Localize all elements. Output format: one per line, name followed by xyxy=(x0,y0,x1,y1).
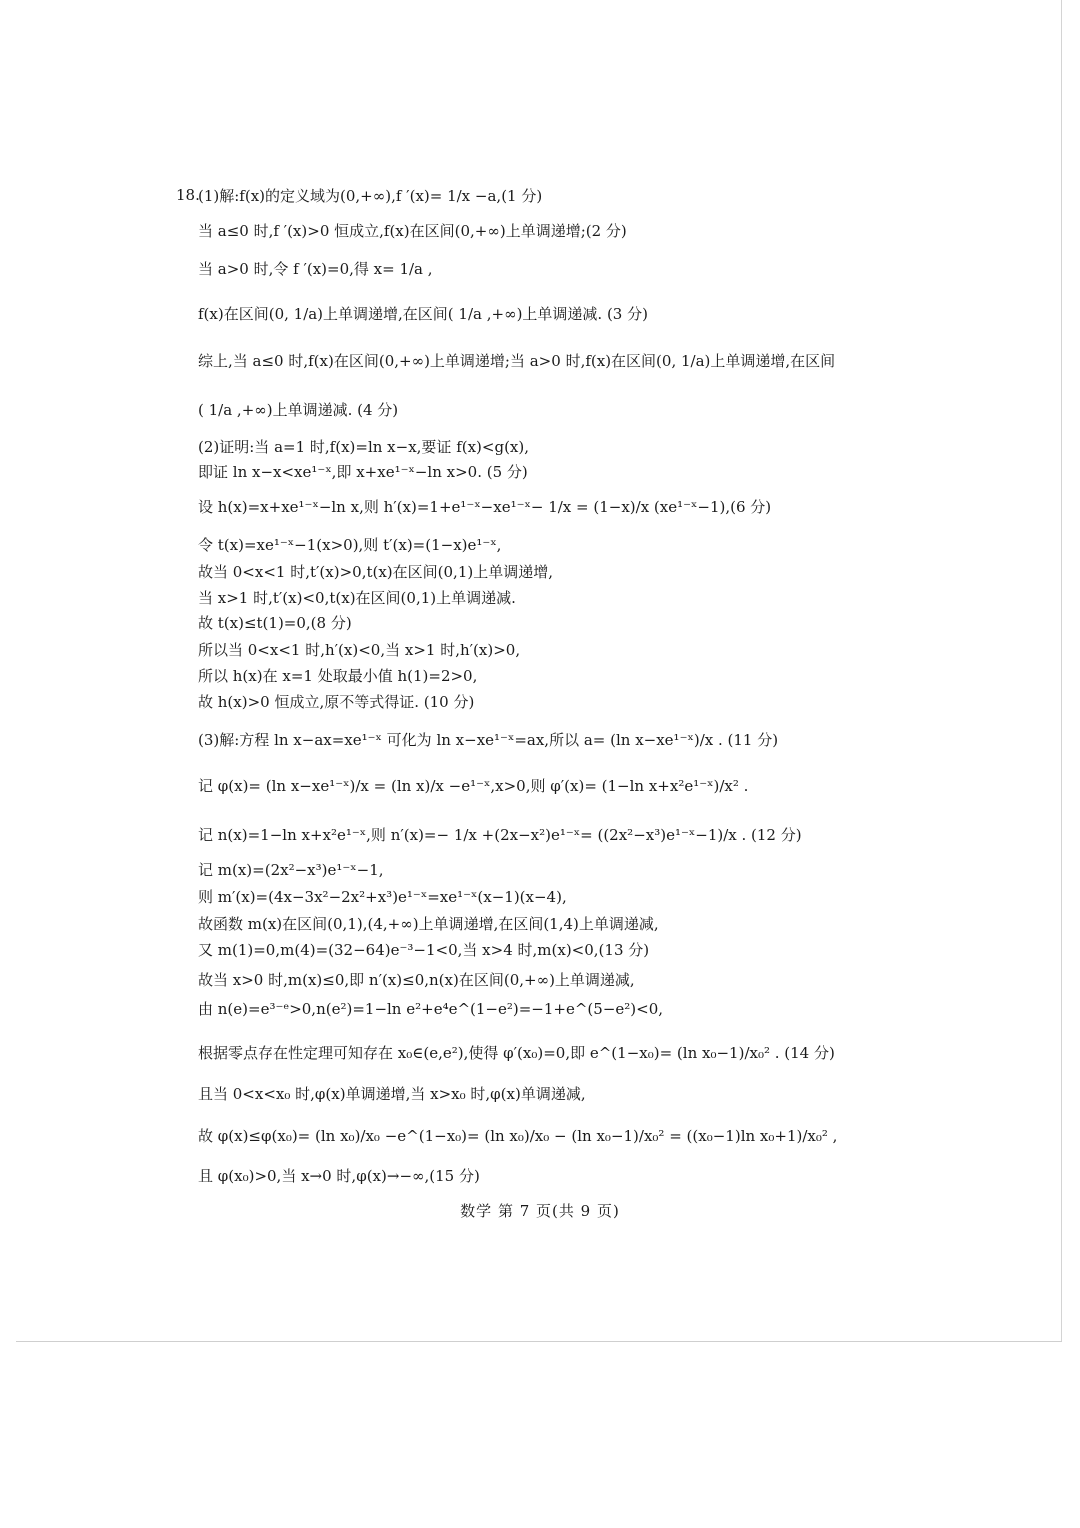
solution-line: 由 n(e)=e³⁻ᵉ>0,n(e²)=1−ln e²+e⁴e^(1−e²)=−1+e^(5−e²)<0, xyxy=(198,1000,664,1018)
question-number: 18. xyxy=(176,186,200,204)
solution-line: (2)证明:当 a=1 时,f(x)=ln x−x,要证 f(x)<g(x), xyxy=(198,438,530,456)
solution-line: 即证 ln x−x<xe¹⁻ˣ,即 x+xe¹⁻ˣ−ln x>0. (5 分) xyxy=(198,463,528,481)
solution-line: 记 n(x)=1−ln x+x²e¹⁻ˣ,则 n′(x)=− 1/x +(2x−x²)e¹⁻ˣ= ((2x²−x³)e¹⁻ˣ−1)/x . (12 分) xyxy=(198,826,802,844)
solution-line: 且 φ(x₀)>0,当 x→0 时,φ(x)→−∞,(15 分) xyxy=(198,1167,480,1185)
solution-line: 故 t(x)≤t(1)=0,(8 分) xyxy=(198,614,352,632)
page-footer: 数学 第 7 页(共 9 页) xyxy=(460,1202,620,1220)
solution-line: 当 a≤0 时,f ′(x)>0 恒成立,f(x)在区间(0,+∞)上单调递增;(2 分) xyxy=(198,222,627,240)
solution-line: 故 φ(x)≤φ(x₀)= (ln x₀)/x₀ −e^(1−x₀)= (ln x₀)/x₀ − (ln x₀−1)/x₀² = ((x₀−1)ln x₀+1)/x₀² , xyxy=(198,1127,838,1145)
solution-line: 故函数 m(x)在区间(0,1),(4,+∞)上单调递增,在区间(1,4)上单调递减, xyxy=(198,915,659,933)
page-edge-bottom xyxy=(16,1341,1062,1342)
solution-line: 又 m(1)=0,m(4)=(32−64)e⁻³−1<0,当 x>4 时,m(x)<0,(13 分) xyxy=(198,941,650,959)
solution-line: 记 φ(x)= (ln x−xe¹⁻ˣ)/x = (ln x)/x −e¹⁻ˣ,x>0,则 φ′(x)= (1−ln x+x²e¹⁻ˣ)/x² . xyxy=(198,777,749,795)
solution-line: (3)解:方程 ln x−ax=xe¹⁻ˣ 可化为 ln x−xe¹⁻ˣ=ax,所以 a= (ln x−xe¹⁻ˣ)/x . (11 分) xyxy=(198,731,779,749)
solution-line: 所以当 0<x<1 时,h′(x)<0,当 x>1 时,h′(x)>0, xyxy=(198,641,521,659)
solution-line: 记 m(x)=(2x²−x³)e¹⁻ˣ−1, xyxy=(198,861,384,879)
solution-line: 令 t(x)=xe¹⁻ˣ−1(x>0),则 t′(x)=(1−x)e¹⁻ˣ, xyxy=(198,536,502,554)
solution-line: f(x)在区间(0, 1/a)上单调递增,在区间( 1/a ,+∞)上单调递减. (3 分) xyxy=(198,305,648,323)
solution-line: ( 1/a ,+∞)上单调递减. (4 分) xyxy=(198,401,399,419)
solution-line: 所以 h(x)在 x=1 处取最小值 h(1)=2>0, xyxy=(198,667,478,685)
solution-line: 根据零点存在性定理可知存在 x₀∈(e,e²),使得 φ′(x₀)=0,即 e^(1−x₀)= (ln x₀−1)/x₀² . (14 分) xyxy=(198,1044,835,1062)
solution-line: (1)解:f(x)的定义域为(0,+∞),f ′(x)= 1/x −a,(1 分) xyxy=(198,187,543,205)
solution-line: 综上,当 a≤0 时,f(x)在区间(0,+∞)上单调递增;当 a>0 时,f(x)在区间(0, 1/a)上单调递增,在区间 xyxy=(198,352,836,370)
solution-line: 当 a>0 时,令 f ′(x)=0,得 x= 1/a , xyxy=(198,260,433,278)
solution-line: 故当 x>0 时,m(x)≤0,即 n′(x)≤0,n(x)在区间(0,+∞)上单调递减, xyxy=(198,971,635,989)
solution-line: 且当 0<x<x₀ 时,φ(x)单调递增,当 x>x₀ 时,φ(x)单调递减, xyxy=(198,1085,586,1103)
solution-line: 故 h(x)>0 恒成立,原不等式得证. (10 分) xyxy=(198,693,475,711)
solution-line: 故当 0<x<1 时,t′(x)>0,t(x)在区间(0,1)上单调递增, xyxy=(198,563,553,581)
solution-line: 设 h(x)=x+xe¹⁻ˣ−ln x,则 h′(x)=1+e¹⁻ˣ−xe¹⁻ˣ− 1/x = (1−x)/x (xe¹⁻ˣ−1),(6 分) xyxy=(198,498,772,516)
solution-line: 当 x>1 时,t′(x)<0,t(x)在区间(0,1)上单调递减. xyxy=(198,589,516,607)
solution-line: 则 m′(x)=(4x−3x²−2x²+x³)e¹⁻ˣ=xe¹⁻ˣ(x−1)(x−4), xyxy=(198,888,567,906)
